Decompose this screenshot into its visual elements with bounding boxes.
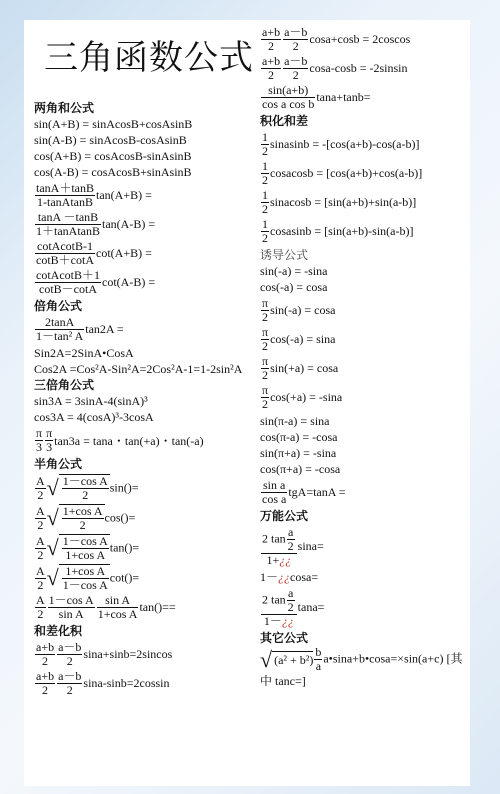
formula-line: cos(π+a) = -cosa	[260, 462, 341, 476]
formula-induce-2: $\frac{\pi}{2}$ cos(-a) = sina	[262, 325, 336, 353]
formula-tan-diff: $\frac{\tan A -\tan B}{\text{1＋tanAtanB}}$ tan(A-B) =	[36, 210, 156, 238]
formula-line: cos(A-B) = cosAcosB+sinAsinB	[34, 165, 192, 179]
fraction: $\frac{a+b}{2}$	[36, 640, 55, 668]
garbled-text: ¿¿	[278, 570, 291, 584]
formula-sheet	[24, 20, 470, 786]
fraction: $\frac{\text{cotAcotB-1}}{\cot B+\cot A}$	[36, 239, 94, 267]
fraction: $\frac{A}{2}$	[36, 473, 45, 502]
formula-line: sin3A = 3sinA-4(sinA)³	[34, 394, 148, 408]
formula-other: √ (a² + b²) $\frac{b}{a}$ a•sina+b•cosa=×sin(a+c) [其中 tanc=]	[260, 645, 463, 688]
formula-line: Cos2A =Cos²A-Sin²A=2Cos²A-1=1-2sin²A	[34, 362, 243, 376]
fraction: $\frac{A}{2}$	[36, 503, 45, 532]
fraction: $\frac{a}{2}$	[287, 586, 294, 614]
formula-half-sin: $\frac{A}{2}$ √ $\frac{\text{1－cos A}}{2}$ sin()=	[36, 473, 139, 502]
fraction: $\frac{\text{sin A}}{\text{1+cos A}}$	[97, 593, 138, 621]
section-sum-title: 两角和公式	[34, 101, 95, 115]
formula-cot-sum: $\frac{\text{cotAcotB-1}}{\cot B+\cot A}$ cot(A+B) =	[36, 239, 152, 267]
fraction: $\frac{b}{a}$	[315, 645, 322, 673]
formula-sin-diff: $\frac{a+b}{2}$ $\frac{a-b}{2}$ sina-sinb=2cossin	[36, 669, 170, 697]
formula-line: cos(π-a) = -cosa	[260, 430, 338, 444]
formula-line: sin(A+B) = sinAcosB+cosAsinB	[34, 117, 193, 131]
fraction: $\frac{a+b}{2}$	[36, 669, 55, 697]
formula-prod-4: $\frac{1}{2}$ cosasinb = [sin(a+b)-sin(a-b)]	[262, 217, 414, 245]
fraction: $\frac{\pi}{2}$	[262, 354, 269, 382]
garbled-text: ¿¿	[281, 614, 294, 628]
fraction: $\frac{\sin(a+b)}{\text{cos a cos b}}$	[262, 83, 315, 111]
formula-tan2: $\frac{2\tan A}{\text{1－tan² A}}$ tan2A =	[36, 315, 124, 343]
garbled-text: ¿¿	[279, 553, 292, 567]
fraction: $\frac{\text{cotAcotB＋1}}{\cot B-\cot A}$	[36, 268, 100, 296]
formula-induce-4: $\frac{\pi}{2}$ cos(+a) = -sina	[262, 383, 343, 411]
formula-line: Sin2A=2SinA•CosA	[34, 346, 134, 360]
formula-universal-tan: 2 tan $\frac{a}{2}$ 1－¿¿ tana=	[262, 586, 325, 628]
fraction: $\frac{1}{2}$	[262, 217, 268, 245]
formula-prod-2: $\frac{1}{2}$ cosacosb = [cos(a+b)+cos(a-b)]	[262, 159, 423, 187]
section-sum-product-title: 和差化积	[34, 624, 83, 638]
fraction: $\frac{\tan A+\tan B}{\text{1-tanAtanB}}$	[36, 181, 94, 209]
formula-prod-3: $\frac{1}{2}$ sinacosb = [sin(a+b)+sin(a-b)]	[262, 188, 417, 216]
formula-half-tan: $\frac{A}{2}$ √ $\frac{\text{1－cos A}}{\text{1+cos A}}$ tan()=	[36, 533, 140, 562]
formula-prod-1: $\frac{1}{2}$ sinasinb = -[cos(a+b)-cos(a-b)]	[262, 130, 420, 158]
fraction: $\frac{a-b}{2}$	[284, 25, 308, 53]
fraction: $\frac{\pi}{2}$	[262, 325, 269, 353]
formula-half-cos: $\frac{A}{2}$ √ $\frac{\text{1+cos A}}{2}$ cos()=	[36, 503, 136, 532]
formula-line: cos(A+B) = cosAcosB-sinAsinB	[34, 149, 192, 163]
fraction: $\frac{a+b}{2}$	[262, 25, 281, 53]
section-universal-title: 万能公式	[260, 509, 309, 523]
sqrt-icon: √	[46, 535, 59, 560]
formula-universal-cos: 1－¿¿cosa=	[260, 570, 319, 584]
formula-tan3: $\frac{\pi}{3}$ $\frac{\pi}{3}$ tan3a = tana・tan(+a)・tan(-a)	[36, 426, 204, 454]
formula-line: cos(-a) = cosa	[260, 280, 328, 294]
fraction: $\frac{\text{1－cos A}}{\text{sin A}}$	[48, 593, 94, 621]
section-product-title: 积化和差	[260, 114, 309, 128]
fraction: $\frac{\pi}{3}$	[36, 426, 43, 454]
formula-line: sin(-a) = -sina	[260, 264, 328, 278]
fraction: $\frac{\tan A -\tan B}{\text{1＋tanAtanB}}$	[36, 210, 100, 238]
fraction: $\frac{a}{2}$	[287, 525, 294, 553]
fraction: $\frac{\text{sin a}}{\text{cos a}}$	[262, 478, 287, 506]
section-half-title: 半角公式	[34, 457, 83, 471]
fraction: $\frac{2\tan A}{\text{1－tan² A}}$	[36, 315, 84, 343]
fraction: $\frac{\pi}{2}$	[262, 296, 269, 324]
fraction: $\frac{a-b}{2}$	[284, 54, 308, 82]
formula-cos-sum: $\frac{a+b}{2}$ $\frac{a-b}{2}$ cosa+cosb = 2coscos	[262, 25, 411, 53]
formula-tan-sum: $\frac{\tan A+\tan B}{\text{1-tanAtanB}}$ tan(A+B) =	[36, 181, 152, 209]
fraction: $\frac{1}{2}$	[262, 130, 268, 158]
sqrt-icon: √	[46, 505, 59, 530]
fraction: 2 tan $\frac{a}{2}$ 1－¿¿	[261, 587, 297, 628]
fraction: 2 tan $\frac{a}{2}$ 1+¿¿	[261, 526, 297, 567]
fraction: $\frac{a-b}{2}$	[58, 640, 82, 668]
fraction: $\frac{A}{2}$	[36, 533, 45, 562]
fraction: $\frac{A}{2}$	[36, 563, 45, 592]
sqrt-icon: √	[46, 565, 59, 590]
fraction: $\frac{\pi}{2}$	[262, 383, 269, 411]
fraction: $\frac{a+b}{2}$	[262, 54, 281, 82]
formula-cos-diff: $\frac{a+b}{2}$ $\frac{a-b}{2}$ cosa-cosb = -2sinsin	[262, 54, 408, 82]
formula-sin-sum: $\frac{a+b}{2}$ $\frac{a-b}{2}$ sina+sinb=2sincos	[36, 640, 173, 668]
formula-tan-add: $\frac{\sin(a+b)}{\text{cos a cos b}}$ tana+tanb=	[262, 83, 371, 111]
sqrt-icon: √	[46, 475, 59, 500]
formula-line: sin(π+a) = -sina	[260, 446, 337, 460]
fraction: $\frac{\pi}{3}$	[46, 426, 53, 454]
formula-tga: $\frac{\text{sin a}}{\text{cos a}}$ tgA=tanA =	[262, 478, 346, 506]
fraction: $\frac{\text{1－cos A}}{\text{1+cos A}}$	[62, 534, 108, 562]
fraction: $\frac{\text{1－cos A}}{2}$	[62, 474, 108, 502]
fraction: $\frac{\text{1+cos A}}{\text{1－cos A}}$	[62, 564, 108, 592]
sqrt-icon: √	[260, 646, 273, 672]
fraction: $\frac{1}{2}$	[262, 159, 268, 187]
formula-line: sin(A-B) = sinAcosB-cosAsinB	[34, 133, 187, 147]
fraction: $\frac{a-b}{2}$	[58, 669, 82, 697]
section-induce-title: 诱导公式	[260, 248, 309, 262]
fraction: $\frac{1}{2}$	[262, 188, 268, 216]
section-double-title: 倍角公式	[34, 299, 83, 313]
formula-universal-sin: 2 tan $\frac{a}{2}$ 1+¿¿ sina=	[262, 525, 324, 567]
formula-cot-diff: $\frac{\text{cotAcotB＋1}}{\cot B-\cot A}$ cot(A-B) =	[36, 268, 156, 296]
formula-induce-1: $\frac{\pi}{2}$ sin(-a) = cosa	[262, 296, 336, 324]
formula-line: sin(π-a) = sina	[260, 414, 330, 428]
formula-half-tan-alt: $\frac{A}{2}$ $\frac{\text{1－cos A}}{\text{sin A}}$ $\frac{\text{sin A}}{\text{1+cos A}}$ tan()==	[36, 593, 176, 621]
section-triple-title: 三倍角公式	[34, 378, 95, 392]
formula-line: cos3A = 4(cosA)³-3cosA	[34, 410, 154, 424]
formula-half-cot: $\frac{A}{2}$ √ $\frac{\text{1+cos A}}{\text{1－cos A}}$ cot()=	[36, 563, 140, 592]
formula-induce-3: $\frac{\pi}{2}$ sin(+a) = cosa	[262, 354, 339, 382]
section-other-title: 其它公式	[260, 631, 309, 645]
page-title: 三角函数公式	[44, 38, 254, 78]
fraction: $\frac{\text{1+cos A}}{2}$	[62, 504, 103, 532]
left-column	[34, 20, 256, 699]
fraction: $\frac{A}{2}$	[36, 593, 45, 621]
right-column	[260, 20, 470, 689]
